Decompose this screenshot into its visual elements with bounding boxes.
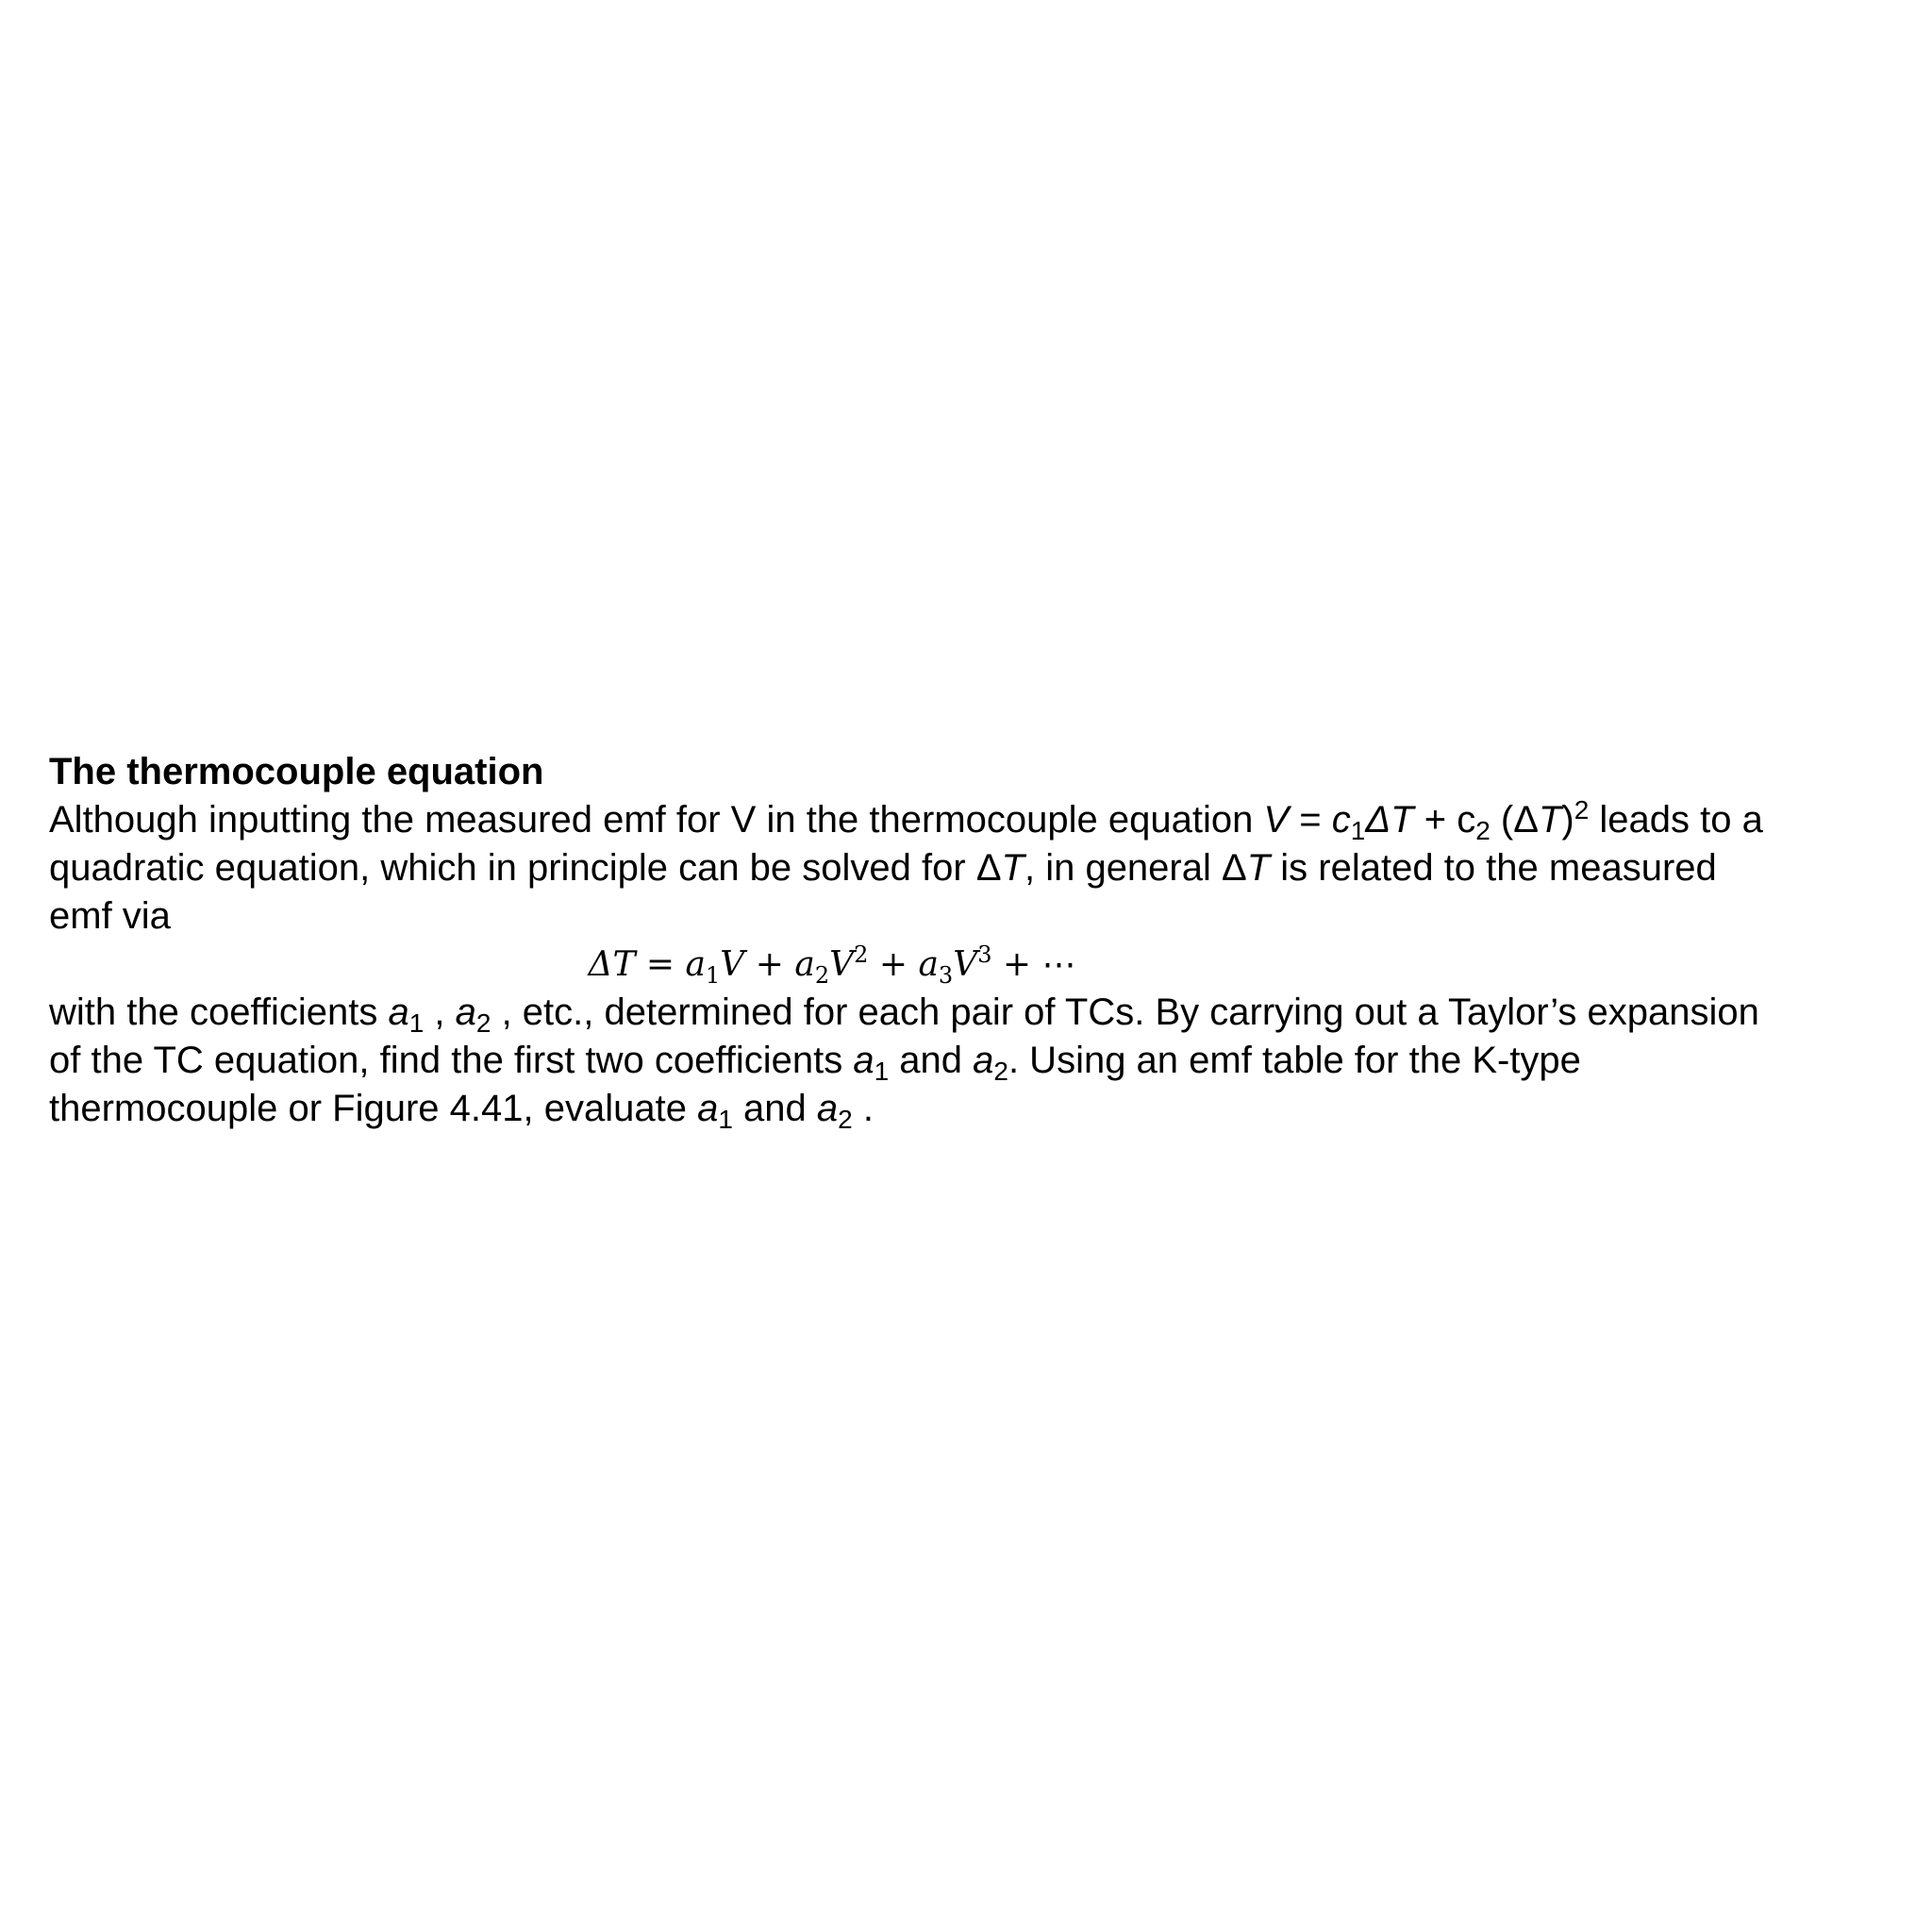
- text-run: ): [1561, 799, 1574, 841]
- subscript: 1: [408, 1008, 425, 1038]
- text-run: and: [732, 1088, 817, 1129]
- text-run: and: [889, 1040, 974, 1081]
- body-line-1: [49, 989, 1898, 1037]
- body-line-3: [49, 1085, 1898, 1133]
- intro-paragraph: [49, 796, 1898, 941]
- text-run: ,: [424, 991, 456, 1033]
- subscript: 3: [938, 962, 954, 989]
- equation-plus: +: [868, 945, 919, 984]
- symbol-a: a: [918, 945, 939, 984]
- subscript: 1: [718, 1105, 733, 1134]
- symbol-a: a: [685, 945, 706, 984]
- symbol-a: a: [973, 1040, 994, 1081]
- subscript: 1: [706, 962, 721, 989]
- document: [49, 748, 1898, 1133]
- symbol-V: V: [953, 945, 978, 984]
- superscript: 2: [854, 941, 869, 968]
- text-run: , in general Δ: [1024, 847, 1247, 889]
- symbol-a: a: [697, 1088, 719, 1129]
- text-run: leads to a: [1589, 799, 1763, 841]
- text-run: . Using an emf table for the K-type: [1008, 1040, 1581, 1081]
- symbol-V: V: [829, 945, 855, 984]
- subscript: 2: [1475, 816, 1491, 845]
- text-run: + c: [1413, 799, 1476, 841]
- intro-line-2: [49, 844, 1898, 892]
- display-equation: [0, 941, 1757, 989]
- text-run: is related to the measured: [1270, 847, 1717, 889]
- superscript: 2: [1574, 795, 1590, 824]
- symbol-T: T: [1001, 847, 1024, 889]
- equation-equals: =: [635, 945, 686, 984]
- symbol-a: a: [794, 945, 815, 984]
- symbol-V: V: [720, 945, 745, 984]
- text-run: thermocouple or Figure 4.41, evaluate: [49, 1088, 698, 1129]
- symbol-T: T: [1538, 799, 1562, 841]
- text-run: Although inputting the measured emf for V in the thermocouple equation: [49, 799, 1264, 841]
- symbol-a: a: [455, 991, 476, 1033]
- subscript: 2: [838, 1105, 853, 1134]
- text-run: =: [1289, 799, 1332, 841]
- symbol-V: V: [1263, 799, 1290, 841]
- symbol-a: a: [388, 991, 409, 1033]
- text-run: with the coefficients: [49, 991, 389, 1033]
- symbol-c: c: [1331, 799, 1351, 841]
- symbol-a: a: [816, 1088, 839, 1129]
- equation-plus: +: [744, 945, 795, 984]
- body-line-2: [49, 1037, 1898, 1085]
- section-title: The thermocouple equation: [49, 751, 544, 792]
- equation-tail: + ⋯: [991, 945, 1076, 984]
- equation-lhs: ΔT: [588, 945, 636, 984]
- subscript: 2: [993, 1057, 1008, 1086]
- text-run: of the TC equation, find the first two coefficients: [49, 1040, 854, 1081]
- symbol-delta-t: ΔT: [1365, 799, 1414, 841]
- subscript: 2: [475, 1008, 491, 1038]
- symbol-T: T: [1246, 847, 1271, 889]
- subscript: 2: [814, 962, 830, 989]
- text-run: , etc., determined for each pair of TCs. By carrying out a Taylor’s expansion: [491, 991, 1759, 1033]
- subscript: 1: [1350, 816, 1366, 845]
- superscript: 3: [977, 941, 992, 968]
- intro-line-3: emf via: [49, 895, 171, 937]
- intro-line-1: [49, 796, 1898, 844]
- symbol-a: a: [853, 1040, 874, 1081]
- text-run: .: [852, 1088, 874, 1129]
- subscript: 1: [874, 1057, 890, 1086]
- text-run: quadratic equation, which in principle can be solved for Δ: [49, 847, 1002, 889]
- text-run: (Δ: [1490, 799, 1539, 841]
- body-paragraph: [49, 989, 1898, 1133]
